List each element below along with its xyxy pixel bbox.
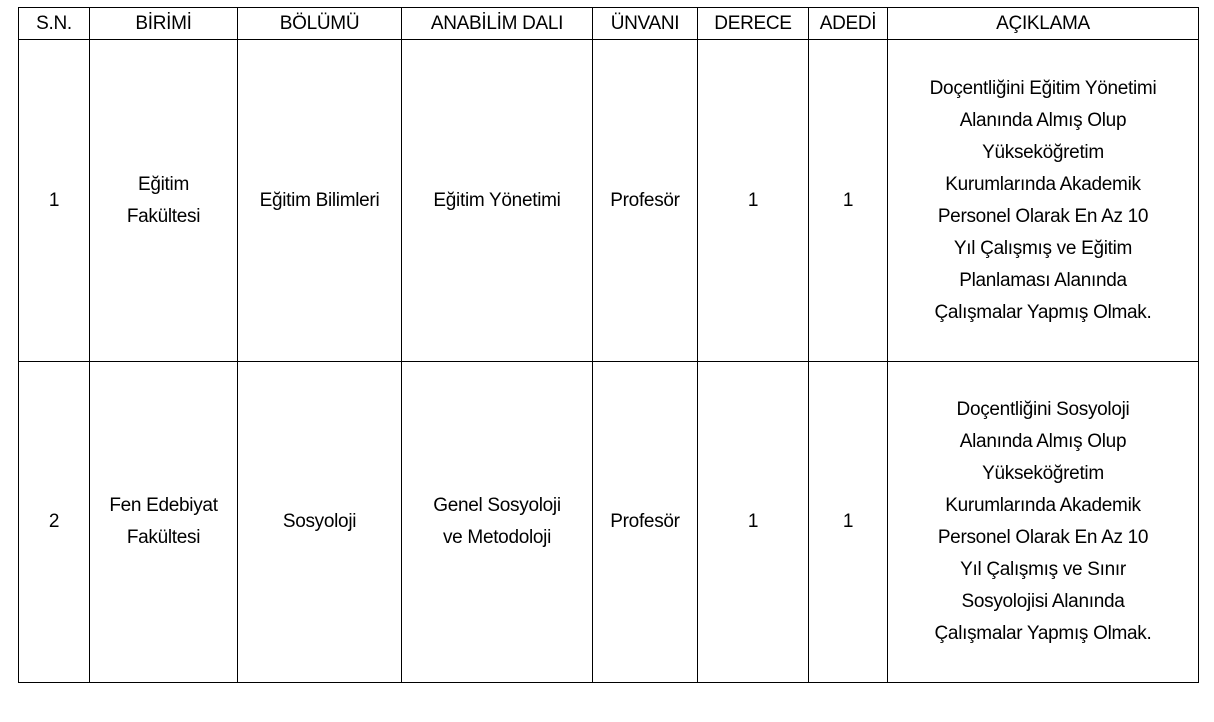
staff-position-table [18, 7, 1199, 683]
cell-aciklama [888, 362, 1199, 683]
header-sn: S.N. [19, 8, 90, 40]
desc-line: Personel Olarak En Az 10 [937, 205, 1149, 227]
desc-line: Yıl Çalışmış ve Sınır [960, 559, 1126, 580]
cell-bolumu: Eğitim Bilimleri [238, 40, 402, 362]
header-adedi: ADEDİ [809, 8, 888, 40]
desc-line: Yükseköğretim [982, 463, 1104, 484]
desc-line: Alanında Almış Olup [959, 109, 1127, 131]
header-row [19, 8, 1199, 40]
desc-line: Sosyolojisi Alanında [961, 591, 1125, 612]
header-aciklama: AÇIKLAMA [888, 8, 1199, 40]
header-unvani: ÜNVANI [593, 8, 698, 40]
cell-birimi [90, 40, 238, 362]
header-bolumu: BÖLÜMÜ [238, 8, 402, 40]
header-anabilim-dali: ANABİLİM DALI [402, 8, 593, 40]
cell-birimi [90, 362, 238, 683]
cell-line: Eğitim [138, 173, 189, 195]
desc-line: Çalışmalar Yapmış Olmak. [934, 623, 1152, 644]
cell-anabilim-dali [402, 40, 593, 362]
desc-line: Alanında Almış Olup [959, 431, 1127, 452]
desc-line: Personel Olarak En Az 10 [937, 527, 1149, 548]
table-row [19, 362, 1199, 683]
cell-bolumu: Sosyoloji [238, 362, 402, 683]
desc-line: Kurumlarında Akademik [945, 173, 1141, 195]
cell-line: Genel Sosyoloji [433, 495, 561, 516]
table-row [19, 40, 1199, 362]
desc-line: Kurumlarında Akademik [945, 495, 1141, 516]
cell-sn: 1 [19, 40, 90, 362]
desc-line: Doçentliğini Sosyoloji [956, 399, 1130, 420]
desc-line: Doçentliğini Eğitim Yönetimi [929, 77, 1157, 99]
header-derece: DERECE [698, 8, 809, 40]
desc-line: Çalışmalar Yapmış Olmak. [934, 301, 1152, 323]
cell-aciklama [888, 40, 1199, 362]
cell-line: Fakültesi [126, 527, 201, 548]
header-birimi: BİRİMİ [90, 8, 238, 40]
cell-sn: 2 [19, 362, 90, 683]
cell-line: Eğitim Yönetimi [433, 189, 561, 211]
cell-unvani: Profesör [593, 40, 698, 362]
cell-line: ve Metodoloji [442, 527, 552, 548]
cell-derece: 1 [698, 362, 809, 683]
desc-line: Planlaması Alanında [959, 269, 1127, 291]
cell-derece: 1 [698, 40, 809, 362]
cell-adedi: 1 [809, 40, 888, 362]
cell-adedi: 1 [809, 362, 888, 683]
cell-unvani: Profesör [593, 362, 698, 683]
cell-line: Fen Edebiyat [109, 495, 218, 516]
cell-anabilim-dali [402, 362, 593, 683]
cell-line: Fakültesi [126, 205, 201, 227]
desc-line: Yükseköğretim [982, 141, 1104, 163]
desc-line: Yıl Çalışmış ve Eğitim [953, 237, 1133, 259]
